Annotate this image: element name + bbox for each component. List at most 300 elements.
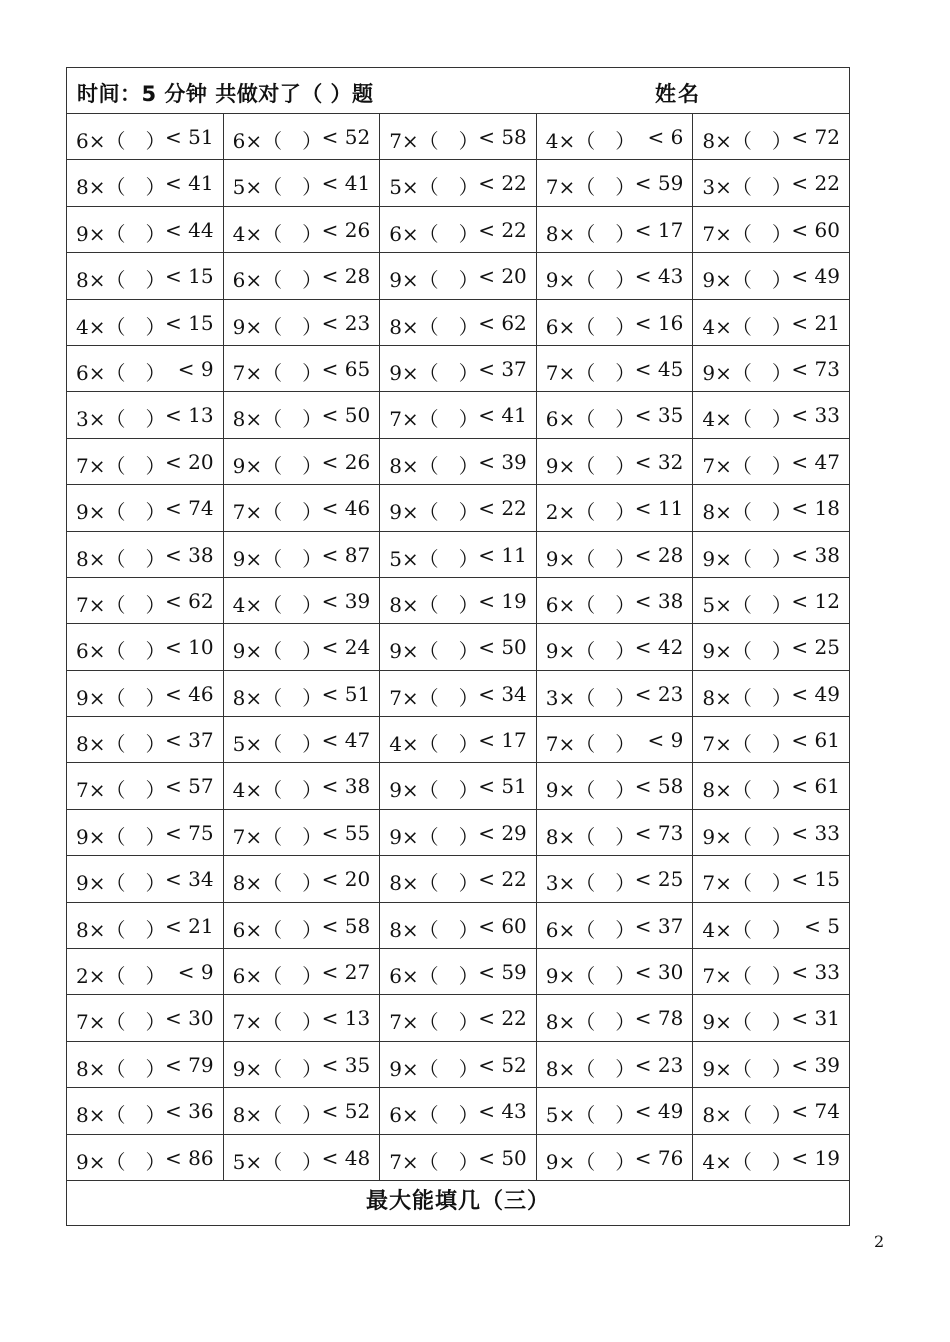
problem-cell[interactable] [380,392,537,438]
problem-cell[interactable] [693,438,850,484]
worksheet-body [67,68,850,1226]
problem-cell[interactable] [693,717,850,763]
problem-bound: < 58 [478,125,527,149]
problem-cell[interactable] [380,809,537,855]
problem-bound: < 43 [634,264,684,289]
problem-cell[interactable] [536,160,693,206]
problem-bound: < 29 [478,820,527,845]
problem-bound: < 58 [321,913,371,938]
problem-bound: < 21 [791,310,840,335]
problem-cell[interactable] [223,114,380,160]
problem-cell[interactable] [223,809,380,855]
problem-cell[interactable] [380,995,537,1041]
problem-bound: < 62 [165,588,214,613]
problem-cell[interactable] [380,438,537,484]
problem-cell[interactable] [67,949,224,995]
problem-expression: 4×（ ） [545,129,636,153]
problem-expression: 4×（ ） [232,592,323,617]
problem-cell[interactable] [536,531,693,577]
problem-expression: 9×（ ） [702,824,792,849]
problem-cell[interactable] [536,1088,693,1134]
problem-cell[interactable] [693,856,850,902]
problem-bound: < 5 [804,913,840,938]
problem-cell[interactable] [67,1088,224,1134]
problem-expression: 9×（ ） [76,685,166,710]
problem-bound: < 27 [321,960,371,985]
problem-row [67,670,850,716]
problem-cell[interactable] [693,763,850,809]
problem-cell[interactable] [67,995,224,1041]
header-cell [67,68,850,114]
problem-bound: < 20 [321,867,371,892]
problem-cell[interactable] [536,485,693,531]
problem-bound: < 23 [634,1052,684,1077]
problem-expression: 5×（ ） [702,592,792,617]
problem-expression: 8×（ ） [232,407,323,432]
problem-expression: 9×（ ） [76,871,166,896]
problem-expression: 9×（ ） [232,1056,323,1081]
problem-cell[interactable] [223,856,380,902]
problem-bound: < 37 [634,913,684,938]
problem-bound: < 15 [165,310,214,335]
problem-row [67,299,850,345]
problem-expression: 4×（ ） [76,314,166,339]
problem-expression: 6×（ ） [232,964,323,989]
problem-expression: 4×（ ） [702,917,792,942]
problem-cell[interactable] [536,438,693,484]
problem-bound: < 13 [165,403,214,428]
problem-bound: < 28 [634,542,684,567]
problem-cell[interactable] [536,1041,693,1087]
problem-cell[interactable] [536,114,693,160]
problem-bound: < 9 [177,960,214,985]
problem-bound: < 76 [634,1145,684,1170]
problem-cell[interactable] [223,670,380,716]
problem-expression: 5×（ ） [389,175,479,200]
problem-expression: 9×（ ） [702,268,792,293]
problem-bound: < 36 [165,1099,214,1124]
problem-bound: < 50 [478,1145,527,1170]
problem-expression: 8×（ ） [702,500,792,525]
problem-expression: 9×（ ） [389,778,479,803]
problem-bound: < 18 [791,496,840,521]
problem-bound: < 45 [634,356,684,381]
problem-cell[interactable] [380,902,537,948]
problem-cell[interactable] [536,717,693,763]
problem-bound: < 74 [791,1099,840,1124]
problem-bound: < 52 [478,1052,527,1077]
problem-cell[interactable] [693,1134,850,1180]
problem-expression: 7×（ ） [389,129,479,153]
problem-bound: < 25 [791,635,840,660]
problem-expression: 8×（ ） [232,871,323,896]
problem-expression: 9×（ ） [389,1056,479,1081]
problem-row [67,1041,850,1087]
problem-cell[interactable] [223,717,380,763]
problem-bound: < 33 [791,820,840,845]
problem-expression: 9×（ ） [232,639,323,664]
problem-bound: < 30 [634,960,684,985]
problem-cell[interactable] [536,670,693,716]
problem-row [67,392,850,438]
problem-bound: < 73 [791,356,840,381]
problem-row [67,1088,850,1134]
problem-expression: 8×（ ） [702,778,792,803]
problem-expression: 7×（ ） [702,871,792,896]
problem-cell[interactable] [380,299,537,345]
problem-bound: < 28 [321,264,371,289]
problem-cell[interactable] [67,809,224,855]
problem-bound: < 11 [478,542,527,567]
problem-expression: 4×（ ） [232,778,323,803]
problem-bound: < 60 [478,913,527,938]
problem-expression: 9×（ ） [545,1149,636,1174]
problem-cell[interactable] [536,299,693,345]
problem-expression: 9×（ ） [76,221,166,246]
problem-cell[interactable] [380,1088,537,1134]
problem-bound: < 10 [165,635,214,660]
problem-bound: < 49 [634,1099,684,1124]
problem-expression: 8×（ ） [389,453,479,478]
problem-cell[interactable] [536,624,693,670]
problem-bound: < 37 [478,356,527,381]
problem-expression: 8×（ ） [76,175,166,200]
problem-cell[interactable] [693,949,850,995]
problem-row [67,577,850,623]
problem-expression: 3×（ ） [76,407,166,432]
problem-cell[interactable] [693,577,850,623]
problem-expression: 8×（ ） [702,129,792,153]
problem-row [67,624,850,670]
footer-row [67,1180,850,1225]
problem-cell[interactable] [67,624,224,670]
problem-bound: < 22 [478,171,527,196]
problem-expression: 7×（ ） [389,407,479,432]
problem-cell[interactable] [223,392,380,438]
problem-cell[interactable] [223,206,380,252]
problem-bound: < 57 [165,774,214,799]
problem-expression: 9×（ ） [545,268,636,293]
problem-expression: 8×（ ） [76,732,166,757]
problem-cell[interactable] [536,1134,693,1180]
problem-expression: 4×（ ） [389,732,479,757]
problem-expression: 9×（ ） [545,964,636,989]
problem-cell[interactable] [223,253,380,299]
problem-cell[interactable] [536,206,693,252]
problem-cell[interactable] [380,1041,537,1087]
problem-cell[interactable] [693,485,850,531]
problem-bound: < 72 [791,125,840,149]
problem-cell[interactable] [380,577,537,623]
problem-bound: < 34 [478,681,527,706]
problem-expression: 8×（ ） [389,917,479,942]
problem-cell[interactable] [536,577,693,623]
problem-row [67,160,850,206]
problem-cell[interactable] [67,438,224,484]
problem-expression: 7×（ ） [545,732,636,757]
problem-bound: < 33 [791,960,840,985]
problem-cell[interactable] [536,809,693,855]
problem-cell[interactable] [67,763,224,809]
problem-cell[interactable] [67,1041,224,1087]
problem-cell[interactable] [380,206,537,252]
problem-row [67,485,850,531]
problem-cell[interactable] [223,624,380,670]
problem-cell[interactable] [693,206,850,252]
problem-expression: 7×（ ） [702,964,792,989]
problem-expression: 8×（ ） [76,917,166,942]
problem-bound: < 47 [321,728,371,753]
problem-cell[interactable] [693,902,850,948]
problem-bound: < 41 [478,403,527,428]
problem-expression: 7×（ ） [76,453,166,478]
problem-expression: 8×（ ） [702,685,792,710]
problem-bound: < 59 [634,171,684,196]
problem-cell[interactable] [223,160,380,206]
problem-cell[interactable] [67,717,224,763]
problem-cell[interactable] [536,253,693,299]
problem-bound: < 39 [321,588,371,613]
problem-cell[interactable] [693,809,850,855]
problem-cell[interactable] [223,902,380,948]
problem-expression: 5×（ ） [232,1149,323,1174]
problem-cell[interactable] [67,856,224,902]
problem-cell[interactable] [380,345,537,391]
problem-expression: 6×（ ） [232,129,323,153]
problem-cell[interactable] [693,1041,850,1087]
problem-cell[interactable] [693,624,850,670]
problem-expression: 9×（ ） [389,360,479,385]
problem-cell[interactable] [67,345,224,391]
problem-cell[interactable] [67,577,224,623]
problem-cell[interactable] [536,949,693,995]
problem-expression: 5×（ ） [545,1103,636,1128]
problem-cell[interactable] [223,1041,380,1087]
problem-expression: 9×（ ） [232,453,323,478]
worksheet-table [66,67,850,1226]
problem-expression: 7×（ ） [389,1149,479,1174]
problem-cell[interactable] [380,670,537,716]
problem-expression: 4×（ ） [702,1149,792,1174]
problem-bound: < 22 [478,867,527,892]
problem-expression: 9×（ ） [545,546,636,571]
problem-expression: 8×（ ） [76,1103,166,1128]
problem-row [67,438,850,484]
problem-cell[interactable] [67,531,224,577]
problem-bound: < 38 [165,542,214,567]
problem-cell[interactable] [380,1134,537,1180]
problem-cell[interactable] [536,345,693,391]
problem-bound: < 49 [791,681,840,706]
problem-cell[interactable] [536,392,693,438]
problem-expression: 7×（ ） [232,500,323,525]
problem-bound: < 38 [321,774,371,799]
problem-cell[interactable] [693,345,850,391]
problem-cell[interactable] [536,995,693,1041]
problem-row [67,949,850,995]
problem-bound: < 44 [165,217,214,242]
problem-expression: 9×（ ） [76,500,166,525]
problem-cell[interactable] [380,253,537,299]
problem-cell[interactable] [223,345,380,391]
page-number: 2 [874,1232,885,1251]
problem-expression: 7×（ ） [232,824,323,849]
problem-expression: 7×（ ） [702,732,792,757]
problem-expression: 4×（ ） [232,221,323,246]
problem-cell[interactable] [67,392,224,438]
problem-expression: 9×（ ） [702,639,792,664]
problem-expression: 6×（ ） [545,592,636,617]
problem-expression: 5×（ ） [232,175,323,200]
problem-bound: < 41 [321,171,371,196]
problem-expression: 8×（ ） [545,1056,636,1081]
problem-bound: < 61 [791,728,840,753]
problem-cell[interactable] [380,717,537,763]
problem-cell[interactable] [67,902,224,948]
problem-bound: < 20 [478,264,527,289]
problem-cell[interactable] [380,624,537,670]
problem-bound: < 49 [791,264,840,289]
problem-cell[interactable] [536,856,693,902]
problem-cell[interactable] [223,531,380,577]
problem-cell[interactable] [536,902,693,948]
problem-bound: < 15 [165,264,214,289]
problem-bound: < 11 [634,496,684,521]
problem-cell[interactable] [67,1134,224,1180]
problem-row [67,856,850,902]
problem-expression: 9×（ ） [702,1056,792,1081]
problem-bound: < 23 [321,310,371,335]
problem-expression: 6×（ ） [389,964,479,989]
problem-cell[interactable] [67,485,224,531]
problem-bound: < 25 [634,867,684,892]
problem-expression: 9×（ ） [702,546,792,571]
problem-expression: 8×（ ） [389,871,479,896]
problem-cell[interactable] [67,299,224,345]
problem-bound: < 51 [321,681,371,706]
problem-cell[interactable] [693,114,850,160]
problem-cell[interactable] [380,856,537,902]
problem-bound: < 74 [165,496,214,521]
problem-cell[interactable] [693,531,850,577]
problem-expression: 6×（ ） [76,639,166,664]
problem-expression: 9×（ ） [76,824,166,849]
problem-row [67,809,850,855]
problem-cell[interactable] [693,995,850,1041]
problem-cell[interactable] [67,670,224,716]
problem-cell[interactable] [223,995,380,1041]
problem-bound: < 46 [165,681,214,706]
problem-bound: < 51 [165,125,214,149]
problem-expression: 8×（ ） [232,685,323,710]
problem-bound: < 47 [791,449,840,474]
problem-expression: 7×（ ） [232,1010,323,1035]
problem-bound: < 79 [165,1052,214,1077]
problem-cell[interactable] [693,299,850,345]
problem-cell[interactable] [223,577,380,623]
problem-bound: < 42 [634,635,684,660]
problem-cell[interactable] [223,1134,380,1180]
problem-expression: 8×（ ） [389,314,479,339]
problem-bound: < 20 [165,449,214,474]
problem-cell[interactable] [380,485,537,531]
problem-expression: 9×（ ） [232,546,323,571]
problem-bound: < 13 [321,1006,371,1031]
problem-expression: 6×（ ） [389,221,479,246]
problem-row [67,995,850,1041]
problem-cell[interactable] [67,160,224,206]
problem-cell[interactable] [223,485,380,531]
problem-expression: 9×（ ） [545,453,636,478]
problem-expression: 3×（ ） [545,871,636,896]
problem-cell[interactable] [693,1088,850,1134]
problem-bound: < 35 [634,403,684,428]
problem-bound: < 78 [634,1006,684,1031]
problem-bound: < 73 [634,820,684,845]
problem-expression: 5×（ ） [232,732,323,757]
problem-expression: 8×（ ） [545,221,636,246]
problem-bound: < 17 [478,728,527,753]
problem-expression: 9×（ ） [702,1010,792,1035]
problem-row [67,763,850,809]
problem-bound: < 22 [478,217,527,242]
problem-cell[interactable] [67,206,224,252]
problem-expression: 5×（ ） [389,546,479,571]
problem-cell[interactable] [693,670,850,716]
problem-expression: 9×（ ） [389,500,479,525]
problem-cell[interactable] [380,160,537,206]
problem-cell[interactable] [693,160,850,206]
problem-cell[interactable] [223,438,380,484]
problem-cell[interactable] [67,253,224,299]
problem-cell[interactable] [223,1088,380,1134]
problem-bound: < 61 [791,774,840,799]
problem-cell[interactable] [380,763,537,809]
problem-cell[interactable] [380,114,537,160]
problem-bound: < 50 [321,403,371,428]
problem-cell[interactable] [223,299,380,345]
problem-cell[interactable] [536,763,693,809]
problem-bound: < 23 [634,681,684,706]
problem-bound: < 9 [177,356,214,381]
problem-cell[interactable] [380,531,537,577]
problem-cell[interactable] [693,253,850,299]
problem-bound: < 37 [165,728,214,753]
problem-expression: 8×（ ） [232,1103,323,1128]
problem-expression: 8×（ ） [545,1010,636,1035]
problem-cell[interactable] [223,949,380,995]
problem-bound: < 19 [478,588,527,613]
problem-bound: < 39 [791,1052,840,1077]
name-label: 姓名 [655,82,701,106]
problem-expression: 7×（ ） [232,360,323,385]
problem-bound: < 26 [321,449,371,474]
problem-bound: < 86 [165,1145,214,1170]
problem-cell[interactable] [693,392,850,438]
problem-cell[interactable] [223,763,380,809]
problem-cell[interactable] [380,949,537,995]
problem-bound: < 26 [321,217,371,242]
problem-expression: 6×（ ） [76,129,166,153]
problem-bound: < 50 [478,635,527,660]
problem-expression: 7×（ ） [702,453,792,478]
problem-bound: < 19 [791,1145,840,1170]
problem-expression: 8×（ ） [76,268,166,293]
problem-cell[interactable] [67,114,224,160]
worksheet-title: 最大能填几（三） [365,1188,550,1214]
problem-expression: 8×（ ） [389,592,479,617]
problem-bound: < 41 [165,171,214,196]
